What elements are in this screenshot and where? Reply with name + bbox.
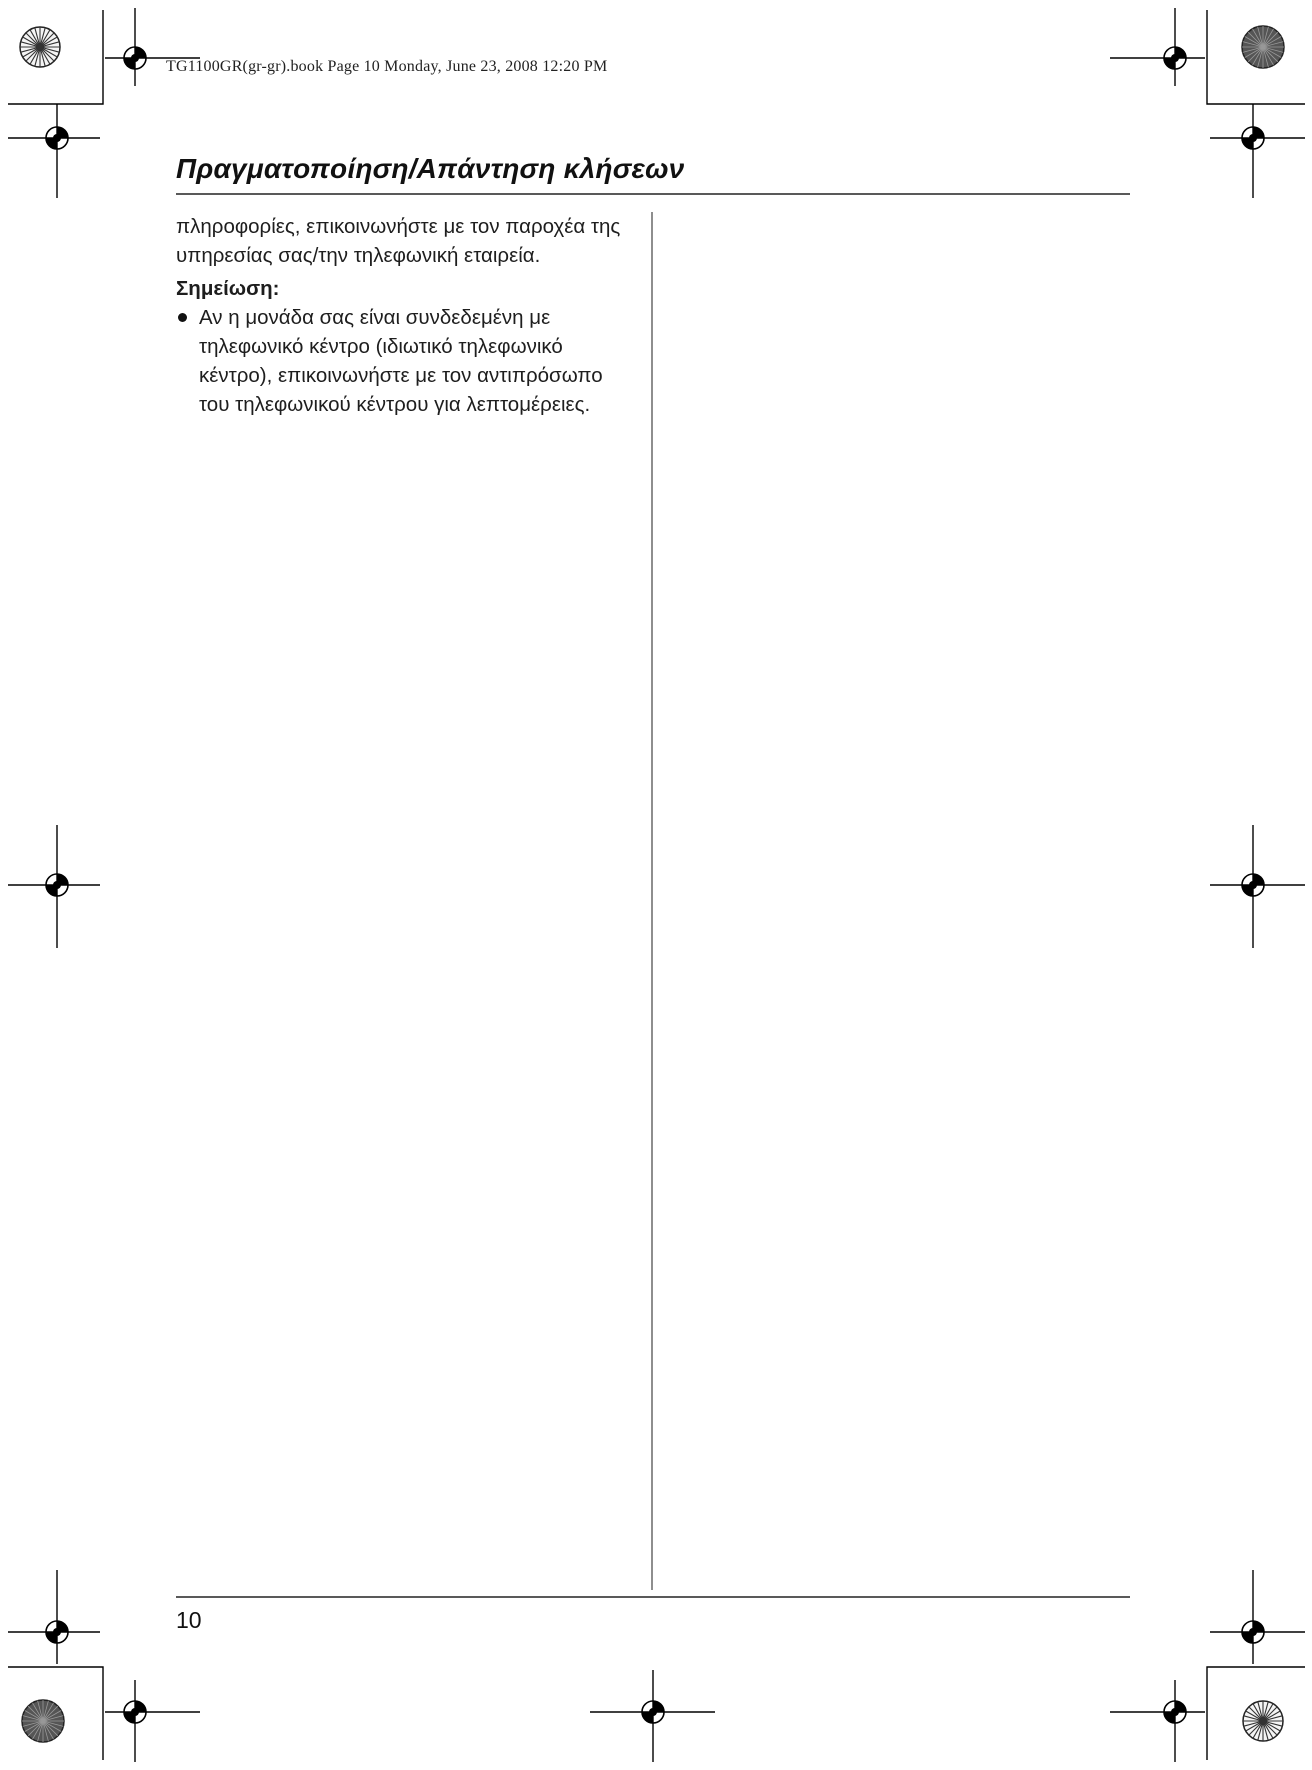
note-heading: Σημείωση:	[176, 277, 280, 300]
print-slug: TG1100GR(gr-gr).book Page 10 Monday, June 23, 2008 12:20 PM	[166, 58, 608, 75]
note-text-line: κέντρο), επικοινωνήστε με τον αντιπρόσωπο	[199, 364, 603, 387]
color-wheel-bottom-right-icon	[1243, 1701, 1283, 1741]
left-column	[176, 212, 646, 419]
note-text-line: τηλεφωνικό κέντρο (ιδιωτικό τηλεφωνικό	[199, 335, 563, 358]
page-number: 10	[176, 1607, 202, 1633]
intro-text-line: πληροφορίες, επικοινωνήστε με τον παροχέα της	[176, 215, 621, 238]
note-text-line: Αν η μονάδα σας είναι συνδεδεμένη με	[199, 306, 551, 329]
color-wheel-top-right-icon	[1242, 26, 1284, 68]
color-wheel-top-left-icon	[20, 27, 60, 67]
bullet-dot-icon	[178, 313, 187, 322]
note-text-line: του τηλεφωνικού κέντρου για λεπτομέρειες.	[199, 393, 591, 416]
intro-text-line: υπηρεσίας σας/την τηλεφωνική εταιρεία.	[176, 244, 541, 267]
color-wheel-bottom-left-icon	[22, 1700, 64, 1742]
section-title: Πραγματοποίηση/Απάντηση κλήσεων	[176, 153, 685, 184]
note-bullet	[176, 303, 646, 419]
